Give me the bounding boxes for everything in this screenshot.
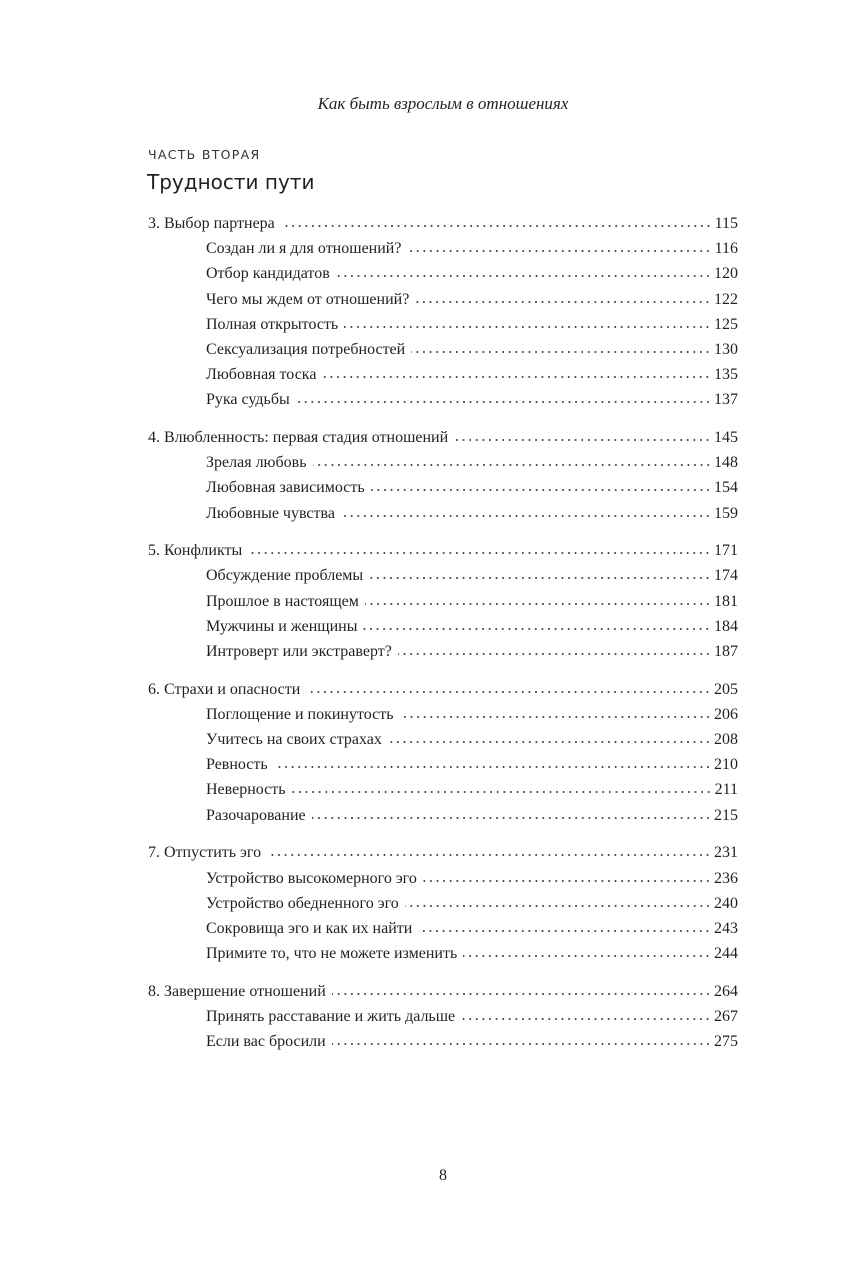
- chapter-title: 4. Влюбленность: первая стадия отношений: [148, 429, 449, 446]
- dot-leader: [344, 325, 711, 329]
- toc-chapter-entry[interactable]: [148, 211, 738, 236]
- toc-section-entry[interactable]: [148, 261, 738, 286]
- page-ref: 205: [714, 680, 738, 698]
- page-ref: 130: [714, 340, 738, 358]
- toc-chapter-entry[interactable]: [148, 425, 738, 450]
- dot-leader: [248, 551, 711, 555]
- page-ref: 181: [714, 592, 738, 610]
- dot-leader: [336, 274, 711, 278]
- page-number: 8: [439, 1167, 447, 1184]
- page-ref: 154: [714, 479, 738, 497]
- dot-leader: [312, 816, 711, 820]
- section-title: Сексуализация потребностей: [206, 340, 406, 358]
- dot-leader: [322, 375, 711, 379]
- toc-section-entry[interactable]: [148, 639, 738, 664]
- section-title: Сокровища эго и как их найти: [206, 919, 413, 937]
- dot-leader: [267, 853, 711, 857]
- toc-section-entry[interactable]: [148, 450, 738, 475]
- toc-section-entry[interactable]: [148, 866, 738, 891]
- dot-leader: [274, 765, 711, 769]
- page-ref: 171: [714, 542, 738, 560]
- toc-section-entry[interactable]: [148, 916, 738, 941]
- dot-leader: [461, 1017, 711, 1021]
- toc-section-entry[interactable]: [148, 287, 738, 312]
- dot-leader: [454, 438, 711, 442]
- section-title: Обсуждение проблемы: [206, 567, 364, 585]
- toc-section-entry[interactable]: [148, 236, 738, 261]
- section-title: Любовная зависимость: [206, 479, 365, 497]
- section-title: Любовные чувства: [206, 504, 335, 522]
- dot-leader: [407, 249, 711, 253]
- section-title: Примите то, что не можете изменить: [206, 945, 458, 963]
- toc-section-entry[interactable]: [148, 563, 738, 588]
- section-title: Принять расставание и жить дальше: [206, 1007, 456, 1025]
- toc-chapter-group: [148, 677, 738, 828]
- toc-section-entry[interactable]: [148, 614, 738, 639]
- dot-leader: [405, 904, 711, 908]
- page-ref: 211: [714, 781, 738, 799]
- section-title: Мужчины и женщины: [206, 617, 358, 635]
- page-ref: 243: [714, 919, 738, 937]
- section-title: Рука судьбы: [206, 391, 290, 409]
- section-title: Полная открытость: [206, 315, 339, 333]
- part-label: ЧАСТЬ ВТОРАЯ: [148, 147, 261, 162]
- dot-leader: [365, 602, 711, 606]
- dot-leader: [292, 790, 712, 794]
- dot-leader: [371, 488, 711, 492]
- page-ref: 116: [714, 240, 738, 258]
- page-ref: 125: [714, 315, 738, 333]
- dot-leader: [296, 400, 711, 404]
- dot-leader: [418, 929, 711, 933]
- toc-chapter-group: [148, 979, 738, 1055]
- dot-leader: [369, 576, 711, 580]
- dot-leader: [332, 992, 711, 996]
- toc-section-entry[interactable]: [148, 1004, 738, 1029]
- page-ref: 215: [714, 806, 738, 824]
- section-title: Любовная тоска: [206, 366, 317, 384]
- dot-leader: [423, 879, 711, 883]
- page-ref: 148: [714, 454, 738, 472]
- toc-section-entry[interactable]: [148, 777, 738, 802]
- toc-section-entry[interactable]: [148, 1029, 738, 1054]
- chapter-title: 7. Отпустить эго: [148, 844, 262, 862]
- page-ref: 187: [714, 643, 738, 660]
- dot-leader: [281, 224, 712, 228]
- toc-chapter-group: [148, 211, 738, 413]
- toc-chapter-group: [148, 425, 738, 526]
- section-title: Устройство высокомерного эго: [206, 869, 417, 887]
- page-ref: 145: [714, 429, 738, 446]
- section-title: Прошлое в настоящем: [206, 592, 359, 610]
- dot-leader: [388, 740, 711, 744]
- toc-section-entry[interactable]: [148, 312, 738, 337]
- dot-leader: [400, 715, 711, 719]
- page-ref: 115: [714, 215, 738, 232]
- dot-leader: [341, 514, 711, 518]
- chapter-title: 5. Конфликты: [148, 542, 243, 560]
- section-title: Разочарование: [206, 806, 306, 824]
- page-ref: 275: [714, 1033, 738, 1051]
- dot-leader: [411, 350, 711, 354]
- dot-leader: [463, 954, 711, 958]
- section-title: Зрелая любовь: [206, 454, 307, 472]
- toc-section-entry[interactable]: [148, 941, 738, 966]
- dot-leader: [306, 690, 711, 694]
- toc-section-entry[interactable]: [148, 891, 738, 916]
- page-ref: 231: [714, 844, 738, 862]
- chapter-title: 8. Завершение отношений: [148, 982, 326, 1000]
- page-ref: 236: [714, 869, 738, 887]
- toc-section-entry[interactable]: [148, 362, 738, 387]
- page-ref: 264: [714, 982, 738, 1000]
- toc-section-entry[interactable]: [148, 337, 738, 362]
- toc-section-entry[interactable]: [148, 727, 738, 752]
- page-ref: 206: [714, 705, 738, 723]
- toc-chapter-entry[interactable]: [148, 677, 738, 702]
- page-ref: 184: [714, 617, 738, 635]
- toc-section-entry[interactable]: [148, 501, 738, 526]
- page-ref: 208: [714, 731, 738, 749]
- toc-section-entry[interactable]: [148, 702, 738, 727]
- page-ref: 210: [714, 756, 738, 774]
- page-ref: 174: [714, 567, 738, 585]
- toc-section-entry[interactable]: [148, 589, 738, 614]
- table-of-contents: [148, 211, 738, 1067]
- section-title: Чего мы ждем от отношений?: [206, 290, 410, 308]
- toc-section-entry[interactable]: [148, 803, 738, 828]
- section-title: Учитесь на своих страхах: [206, 731, 382, 749]
- section-title: Неверность: [206, 781, 286, 799]
- toc-chapter-entry[interactable]: [148, 538, 738, 563]
- chapter-title: 6. Страхи и опасности: [148, 680, 301, 698]
- section-title: Создан ли я для отношений?: [206, 240, 402, 258]
- running-head: Как быть взрослым в отношениях: [317, 94, 569, 113]
- section-title: Отбор кандидатов: [206, 265, 330, 283]
- chapter-title: 3. Выбор партнера: [148, 215, 275, 232]
- section-title: Устройство обедненного эго: [206, 894, 399, 912]
- page-ref: 267: [714, 1007, 738, 1025]
- dot-leader: [415, 300, 711, 304]
- page-ref: 159: [714, 504, 738, 522]
- toc-section-entry[interactable]: [148, 752, 738, 777]
- dot-leader: [332, 1042, 711, 1046]
- dot-leader: [363, 627, 711, 631]
- toc-chapter-group: [148, 538, 738, 664]
- section-title: Поглощение и покинутость: [206, 705, 394, 723]
- toc-chapter-entry[interactable]: [148, 840, 738, 865]
- section-title: Интроверт или экстраверт?: [206, 643, 392, 660]
- section-title: Ревность: [206, 756, 268, 774]
- dot-leader: [398, 652, 711, 656]
- toc-chapter-group: [148, 840, 738, 966]
- page-ref: 122: [714, 290, 738, 308]
- toc-section-entry[interactable]: [148, 475, 738, 500]
- part-title: Трудности пути: [147, 170, 315, 194]
- section-title: Если вас бросили: [206, 1033, 326, 1051]
- dot-leader: [313, 463, 712, 467]
- toc-section-entry[interactable]: [148, 387, 738, 412]
- page-ref: 135: [714, 366, 738, 384]
- page-ref: 244: [714, 945, 738, 963]
- page-ref: 240: [714, 894, 738, 912]
- page-ref: 137: [714, 391, 738, 409]
- page-ref: 120: [714, 265, 738, 283]
- toc-chapter-entry[interactable]: [148, 979, 738, 1004]
